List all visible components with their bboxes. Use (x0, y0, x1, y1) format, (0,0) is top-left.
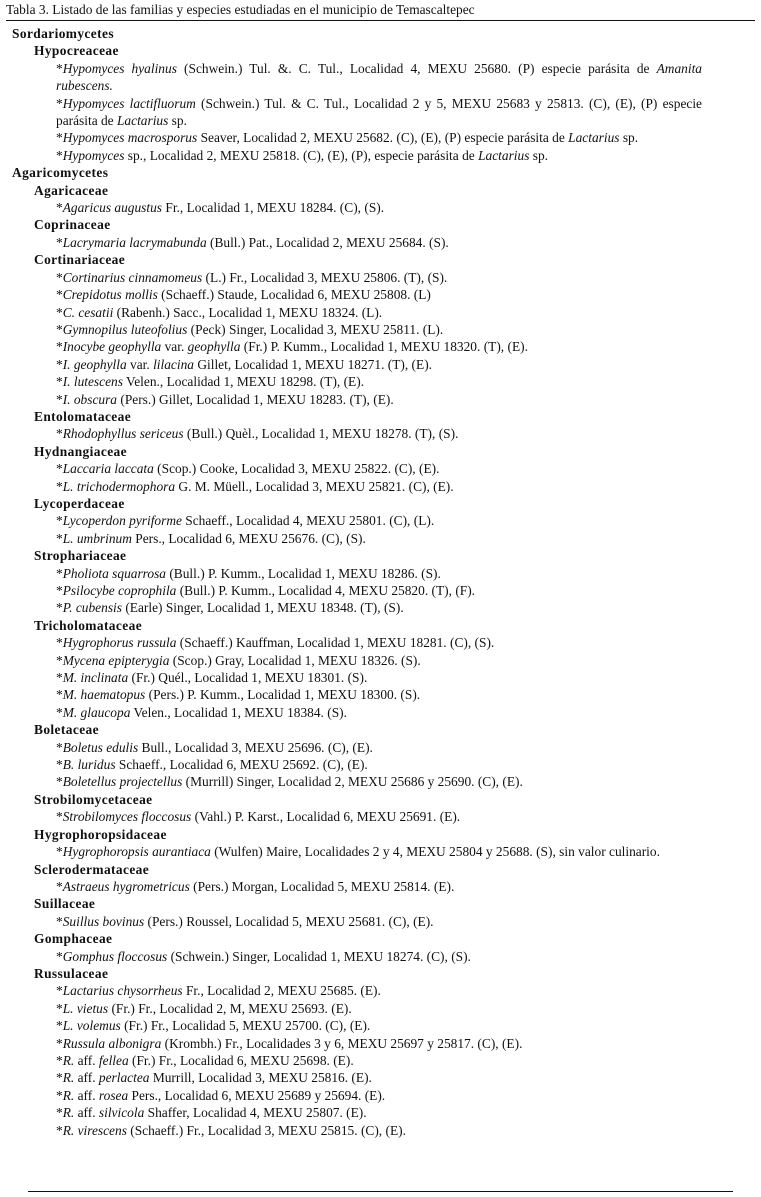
species-name: Cortinarius cinnamomeus (62, 269, 203, 285)
species-name: C. cesatii (62, 304, 114, 320)
species-text: * (56, 687, 63, 703)
species-name: B. luridus (62, 757, 116, 773)
species-name: Hypomyces lactifluorum (62, 95, 196, 111)
species-name: M. inclinata (62, 670, 129, 686)
species-text: * (56, 374, 63, 390)
species-name: I. lutescens (62, 374, 123, 390)
species-text: * (56, 234, 63, 250)
species-text: * (56, 670, 63, 686)
species-name: Amanita rubescens. (56, 60, 702, 94)
species-text: Murrill, Localidad 3, MEXU 25816. (E). (149, 1070, 372, 1086)
species-entry (56, 512, 702, 529)
species-text: sp. (529, 147, 549, 163)
family-heading: Suillaceae (34, 896, 96, 912)
species-text: * (56, 1052, 63, 1068)
species-text: (Schaeff.) Staude, Localidad 6, MEXU 25808. (L) (157, 287, 431, 303)
species-text: (Murrill) Singer, Localidad 2, MEXU 25686 y 25690. (C), (E). (182, 774, 523, 790)
species-entry (56, 530, 702, 547)
species-text: (Bull.) Pat., Localidad 2, MEXU 25684. (S). (206, 234, 449, 250)
species-name: I. obscura (62, 391, 118, 407)
species-text: * (56, 200, 63, 216)
species-text: G. M. Müell., Localidad 3, MEXU 25821. (C), (E). (175, 478, 454, 494)
species-text: aff. (74, 1070, 99, 1086)
species-text: Pers., Localidad 6, MEXU 25689 y 25694. (E). (128, 1087, 386, 1103)
species-name: R. (62, 1070, 75, 1086)
species-entry (56, 913, 702, 930)
species-text: * (56, 948, 63, 964)
species-text: (Vahl.) P. Karst., Localidad 6, MEXU 25691. (E). (191, 809, 461, 825)
species-text: aff. (74, 1087, 99, 1103)
species-name: M. haematopus (62, 687, 146, 703)
species-entry (56, 634, 702, 651)
species-text: Fr., Localidad 2, MEXU 25685. (E). (182, 983, 381, 999)
species-text: * (56, 1105, 63, 1121)
species-text: * (56, 1122, 63, 1138)
species-entry (56, 478, 702, 495)
species-name: L. umbrinum (62, 530, 132, 546)
species-name: Strobilomyces floccosus (62, 809, 192, 825)
species-name: Lycoperdon pyriforme (62, 513, 182, 529)
species-text: * (56, 635, 63, 651)
species-text: (Pers.) Roussel, Localidad 5, MEXU 25681. (C), (E). (144, 913, 434, 929)
class-heading: Agaricomycetes (12, 165, 109, 181)
species-text: (Schaeff.) Fr., Localidad 3, MEXU 25815. (C), (E). (126, 1122, 406, 1138)
species-text: (Scop.) Cooke, Localidad 3, MEXU 25822. (C), (E). (153, 461, 440, 477)
species-entry (56, 304, 702, 321)
species-text: Seaver, Localidad 2, MEXU 25682. (C), (E), (P) especie parásita de (197, 130, 569, 146)
species-name: Lactarius (478, 147, 530, 163)
species-name: Agaricus augustus (62, 200, 163, 216)
species-name: Gymnopilus luteofolius (62, 321, 188, 337)
family-heading: Hygrophoropsidaceae (34, 826, 167, 842)
species-name: Russula albonigra (62, 1035, 162, 1051)
species-name: R. (62, 1087, 75, 1103)
species-name: Hypomyces macrosporus (62, 130, 198, 146)
species-name: Psilocybe coprophila (62, 583, 177, 598)
species-entry (56, 808, 702, 825)
species-name: P. cubensis (62, 600, 122, 616)
species-text: * (56, 530, 63, 546)
species-text: (Pers.) Gillet, Localidad 1, MEXU 18283. (T), (E). (117, 391, 394, 407)
species-text: * (56, 844, 63, 860)
species-name: L. volemus (62, 1018, 121, 1034)
species-entry (56, 425, 702, 442)
class-heading: Sordariomycetes (12, 26, 114, 41)
species-entry (56, 843, 702, 860)
species-name: rosea (98, 1087, 129, 1103)
family-heading: Strobilomycetaceae (34, 791, 153, 807)
species-name: Pholiota squarrosa (62, 565, 166, 581)
species-text: * (56, 60, 63, 76)
species-text: (Wulfen) Maire, Localidades 2 y 4, MEXU 25804 y 25688. (S), sin valor culinario. (210, 844, 660, 860)
species-entry (56, 1052, 702, 1069)
species-text: Pers., Localidad 6, MEXU 25676. (C), (S). (131, 530, 366, 546)
family-heading: Gomphaceae (34, 931, 113, 947)
species-name: fellea (98, 1052, 129, 1068)
species-name: Astraeus hygrometricus (62, 878, 190, 894)
species-entry (56, 565, 702, 582)
species-text: * (56, 739, 63, 755)
family-heading: Coprinaceae (34, 217, 111, 233)
species-entry (56, 129, 702, 146)
species-entry (56, 1069, 702, 1086)
species-text: (Schaeff.) Kauffman, Localidad 1, MEXU 18281. (C), (S). (176, 635, 495, 651)
species-text: (Bull.) P. Kumm., Localidad 4, MEXU 25820. (T), (F). (176, 583, 476, 598)
species-name: Gomphus floccosus (62, 948, 168, 964)
species-text: (Pers.) Morgan, Localidad 5, MEXU 25814. (E). (189, 878, 455, 894)
species-entry (56, 391, 702, 408)
species-name: Hygrophorus russula (62, 635, 177, 651)
species-text: * (56, 339, 63, 355)
species-name: Rhodophyllus sericeus (62, 426, 184, 442)
species-text: (Peck) Singer, Localidad 3, MEXU 25811. (L). (187, 321, 444, 337)
species-text: * (56, 287, 63, 303)
species-text: (Schwein.) Tul. & C. Tul., Localidad 2 y 5, MEXU 25683 y 25813. (C), (E), (P) especie parásita de (56, 95, 702, 129)
species-text: (Krombh.) Fr., Localidades 3 y 6, MEXU 25697 y 25817. (C), (E). (161, 1035, 523, 1051)
species-text: aff. (74, 1105, 99, 1121)
species-entry (56, 199, 702, 216)
species-entry (56, 1000, 702, 1017)
species-text: * (56, 652, 63, 668)
species-entry (56, 1087, 702, 1104)
family-heading: Sclerodermataceae (34, 861, 150, 877)
species-name: Hypomyces (62, 147, 125, 163)
species-entry (56, 356, 702, 373)
species-name: Boletellus projectellus (62, 774, 183, 790)
species-text: (Schwein.) Tul. &. C. Tul., Localidad 4, MEXU 25680. (P) especie parásita de (176, 60, 657, 76)
species-entry (56, 1035, 702, 1052)
species-text: (Earle) Singer, Localidad 1, MEXU 18348. (T), (S). (121, 600, 404, 616)
species-entry (56, 704, 702, 721)
species-text: * (56, 356, 63, 372)
species-name: silvicola (98, 1105, 145, 1121)
species-entry (56, 982, 702, 999)
species-text: * (56, 269, 63, 285)
species-text: Velen., Localidad 1, MEXU 18298. (T), (E). (122, 374, 365, 390)
species-text: * (56, 878, 63, 894)
species-text: Schaeff., Localidad 4, MEXU 25801. (C), (L). (181, 513, 435, 529)
species-text: * (56, 391, 63, 407)
species-name: L. trichodermophora (62, 478, 176, 494)
species-text: * (56, 304, 63, 320)
species-name: Lactarius chysorrheus (62, 983, 183, 999)
species-text: * (56, 565, 63, 581)
species-name: Mycena epipterygia (62, 652, 170, 668)
species-text: * (56, 426, 63, 442)
species-entry (56, 948, 702, 965)
species-entry (56, 652, 702, 669)
species-text: Gillet, Localidad 1, MEXU 18271. (T), (E). (194, 356, 432, 372)
family-heading: Cortinariaceae (34, 252, 126, 268)
species-text: * (56, 1087, 63, 1103)
species-entry (56, 373, 702, 390)
family-heading: Entolomataceae (34, 408, 132, 424)
species-text: * (56, 809, 63, 825)
species-text: * (56, 147, 63, 163)
species-text: * (56, 757, 63, 773)
family-heading: Russulaceae (34, 965, 109, 981)
species-name: Hygrophoropsis aurantiaca (62, 844, 211, 860)
species-text: * (56, 95, 63, 111)
species-text: * (56, 461, 63, 477)
species-entry (56, 269, 702, 286)
species-entry (56, 773, 702, 790)
species-name: Lactarius (116, 113, 169, 129)
species-listing (0, 25, 761, 1139)
species-text: * (56, 913, 63, 929)
species-name: Laccaria laccata (62, 461, 154, 477)
species-name: Hypomyces hyalinus (62, 60, 177, 76)
species-text: * (56, 1035, 63, 1051)
species-entry (56, 147, 702, 164)
family-heading: Strophariaceae (34, 548, 127, 564)
top-rule (6, 20, 755, 21)
species-entry (56, 1017, 702, 1034)
species-name: Suillus bovinus (62, 913, 145, 929)
species-text: (Pers.) P. Kumm., Localidad 1, MEXU 18300. (S). (145, 687, 421, 703)
species-text: (Scop.) Gray, Localidad 1, MEXU 18326. (S). (169, 652, 421, 668)
species-entry (56, 599, 702, 616)
family-heading: Hydnangiaceae (34, 443, 127, 459)
species-name: lilacina (153, 356, 194, 372)
species-text: * (56, 513, 63, 529)
species-entry (56, 60, 702, 95)
species-text: (Bull.) Quèl., Localidad 1, MEXU 18278. (T), (S). (183, 426, 459, 442)
species-name: Inocybe geophylla (62, 339, 162, 355)
species-name: R. virescens (62, 1122, 127, 1138)
species-entry (56, 686, 702, 703)
species-text: sp. (619, 130, 639, 146)
family-heading: Agaricaceae (34, 182, 109, 198)
species-text: * (56, 1018, 63, 1034)
species-text: * (56, 321, 63, 337)
species-text: aff. (74, 1052, 99, 1068)
species-name: Boletus edulis (62, 739, 139, 755)
species-text: * (56, 983, 63, 999)
species-text: (Fr.) Fr., Localidad 2, M, MEXU 25693. (E). (108, 1000, 352, 1016)
table-caption: Tabla 3. Listado de las familias y especies estudiadas en el municipio de Temascaltepec (6, 2, 475, 17)
species-text: sp., Localidad 2, MEXU 25818. (C), (E), (P), especie parásita de (124, 147, 479, 163)
species-text: (Fr.) Fr., Localidad 6, MEXU 25698. (E). (128, 1052, 354, 1068)
species-name: I. geophylla (62, 356, 127, 372)
species-entry (56, 286, 702, 303)
family-heading: Lycoperdaceae (34, 495, 125, 511)
species-entry (56, 321, 702, 338)
species-name: M. glaucopa (62, 704, 131, 720)
species-text: var. (126, 356, 154, 372)
species-text: * (56, 478, 63, 494)
species-text: (L.) Fr., Localidad 3, MEXU 25806. (T), (S). (202, 269, 448, 285)
species-text: var. (161, 339, 188, 355)
species-text: * (56, 130, 63, 146)
species-text: Fr., Localidad 1, MEXU 18284. (C), (S). (162, 200, 385, 216)
species-entry (56, 1122, 702, 1139)
bottom-rule (28, 1191, 733, 1192)
species-entry (56, 739, 702, 756)
species-text: (Fr.) Fr., Localidad 5, MEXU 25700. (C), (E). (120, 1018, 371, 1034)
species-name: perlactea (98, 1070, 150, 1086)
family-heading: Boletaceae (34, 722, 99, 738)
species-name: Lactarius (568, 130, 620, 146)
family-heading: Tricholomataceae (34, 617, 143, 633)
species-entry (56, 338, 702, 355)
species-name: Crepidotus mollis (62, 287, 158, 303)
species-name: geophylla (187, 339, 241, 355)
species-entry (56, 669, 702, 686)
species-entry (56, 1104, 702, 1121)
species-entry (56, 95, 702, 130)
species-text: * (56, 600, 63, 616)
species-text: Schaeff., Localidad 6, MEXU 25692. (C), (E). (115, 757, 368, 773)
species-entry (56, 756, 702, 773)
species-text: * (56, 1000, 63, 1016)
species-text: (Rabenh.) Sacc., Localidad 1, MEXU 18324. (L). (113, 304, 383, 320)
species-entry (56, 234, 702, 251)
species-text: sp. (168, 113, 187, 129)
species-text: (Bull.) P. Kumm., Localidad 1, MEXU 18286. (S). (166, 565, 441, 581)
species-text: (Fr.) Quél., Localidad 1, MEXU 18301. (S). (128, 670, 368, 686)
species-name: Lacrymaria lacrymabunda (62, 234, 207, 250)
species-text: * (56, 583, 63, 598)
species-text: (Schwein.) Singer, Localidad 1, MEXU 18274. (C), (S). (167, 948, 471, 964)
species-text: * (56, 1070, 63, 1086)
species-text: * (56, 704, 63, 720)
species-text: * (56, 774, 63, 790)
family-heading: Hypocreaceae (34, 43, 119, 59)
species-entry (56, 460, 702, 477)
species-text: (Fr.) P. Kumm., Localidad 1, MEXU 18320. (T), (E). (240, 339, 528, 355)
species-text: Bull., Localidad 3, MEXU 25696. (C), (E). (138, 739, 373, 755)
species-entry (56, 582, 702, 599)
species-name: R. (62, 1052, 75, 1068)
species-entry (56, 878, 702, 895)
species-name: L. vietus (62, 1000, 109, 1016)
species-name: R. (62, 1105, 75, 1121)
species-text: Velen., Localidad 1, MEXU 18384. (S). (130, 704, 347, 720)
species-text: Shaffer, Localidad 4, MEXU 25807. (E). (144, 1105, 367, 1121)
